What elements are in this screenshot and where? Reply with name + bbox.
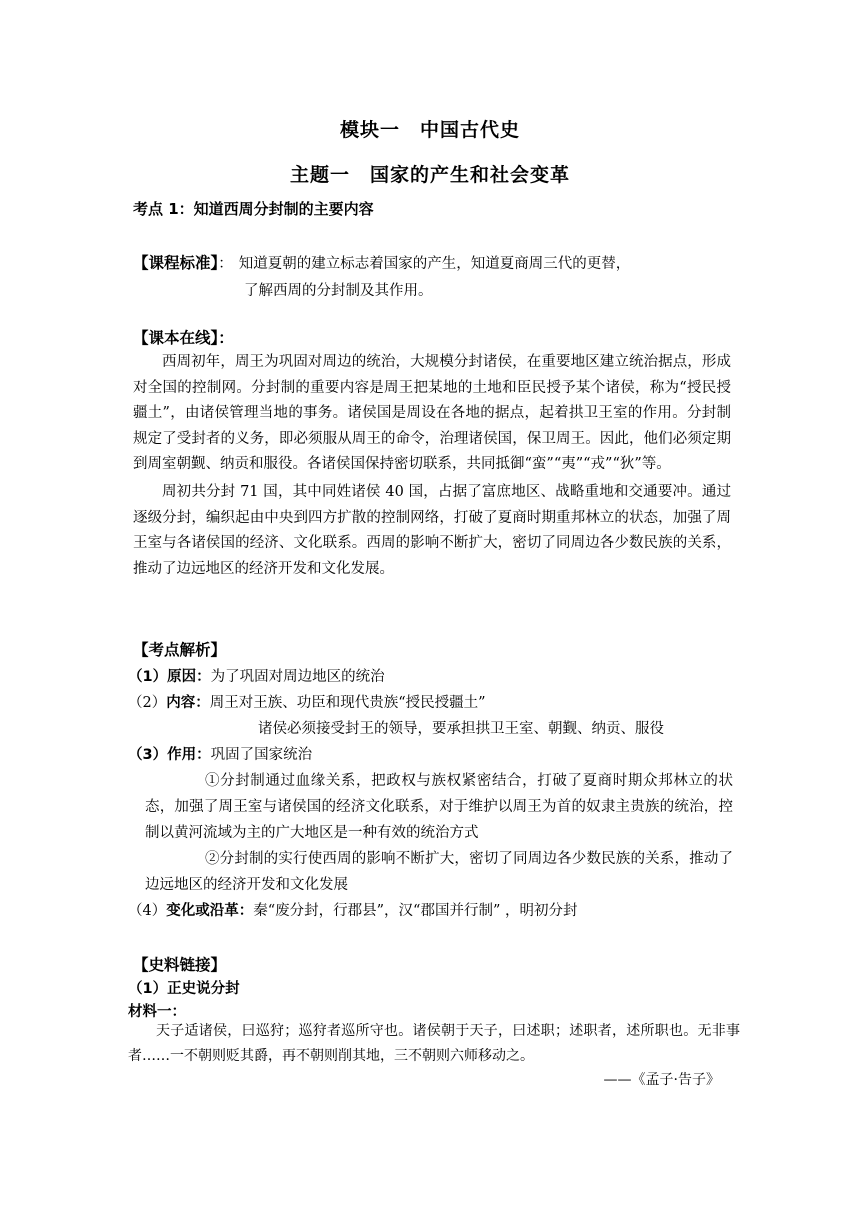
analysis-content <box>128 690 486 716</box>
module-title: 模块一 中国古代史 <box>339 119 520 141</box>
material-quote: 天子适诸侯，曰巡狩；巡狩者巡所守也。诸侯朝于天子，曰述职；述职者，述所职也。无非事者……一不朝则贬其爵，再不朝则削其地，三不朝则六师移动之。 <box>128 1023 740 1064</box>
content-text-2: 诸侯必须接受封王的领导，要承担拱卫王室、朝觐、纳贡、服役 <box>258 721 664 737</box>
standard-line1 <box>133 251 630 277</box>
standard-label: 【课程标准】 <box>133 254 219 272</box>
theme-title: 主题一 国家的产生和社会变革 <box>289 164 570 186</box>
kaodian-heading: 考点 1：知道西周分封制的主要内容 <box>133 200 374 218</box>
effect-point-1: ①分封制通过血缘关系，把政权与族权紧密结合，打破了夏商时期众邦林立的状态，加强了周王室与诸侯国的经济文化联系，对于维护以周王为首的奴隶主贵族的统治，控制以黄河流域为主的广大地区是一种有效的统治方式 <box>145 773 733 841</box>
standard-text-line2: 了解西周的分封制及其作用。 <box>244 283 433 299</box>
effect-text: 巩固了国家统治 <box>210 747 313 763</box>
material-citation: ——《孟子·告子》 <box>603 1072 720 1088</box>
sources-subheading: （1）正史说分封 <box>128 981 240 997</box>
textbook-label: 【课本在线】： <box>133 329 234 347</box>
content-number: （2） <box>128 695 167 711</box>
reason-label: 原因： <box>167 669 211 685</box>
change-number: （4） <box>128 903 167 919</box>
analysis-change <box>128 898 578 924</box>
standard-text-line1: 知道夏朝的建立标志着国家的产生，知道夏商周三代的更替， <box>238 256 631 272</box>
textbook-paragraph-1: 西周初年，周王为巩固对周边的统治，大规模分封诸侯，在重要地区建立统治据点，形成对全国的控制网。分封制的重要内容是周王把某地的土地和臣民授予某个诸侯，称为“授民授疆土”，由诸侯管理当地的事务。诸侯国是周设在各地的据点，起着拱卫王室的作用。分封制规定了受封者的义务，即必须服从周王的命令，治理诸侯国，保卫周王。因此，他们必须定期到周室朝觐、纳贡和服役。各诸侯国保持密切联系，共同抵御“蛮”“夷”“戎”“狄”等。 <box>133 354 731 473</box>
reason-number: （1） <box>128 669 168 685</box>
content-label: 内容： <box>166 695 210 711</box>
textbook-paragraph-2: 周初共分封 71 国，其中同姓诸侯 40 国，占据了富庶地区、战略重地和交通要冲。通过逐级分封，编织起由中央到四方扩散的控制网络，打破了夏商时期重邦林立的状态，加强了周王室与各诸侯国的经济、文化联系。西周的影响不断扩大，密切了同周边各少数民族的关系，推动了边远地区的经济开发和文化发展。 <box>133 483 731 577</box>
sources-label: 【史料链接】 <box>133 956 227 974</box>
material-label: 材料一： <box>128 1004 186 1020</box>
textbook-body <box>133 350 731 582</box>
effect-number: （3） <box>128 747 168 763</box>
reason-text: 为了巩固对周边地区的统治 <box>210 669 385 685</box>
analysis-label: 【考点解析】 <box>133 641 227 659</box>
content-text-1: 周王对王族、功臣和现代贵族“授民授疆土” <box>209 695 486 711</box>
effect-point-2: ②分封制的实行使西周的影响不断扩大，密切了同周边各少数民族的关系，推动了边远地区的经济开发和文化发展 <box>145 851 733 893</box>
change-text: 秦“废分封，行郡县”，汉“郡国并行制” ，明初分封 <box>253 903 578 919</box>
change-label: 变化或沿革： <box>166 903 254 919</box>
analysis-reason <box>128 664 385 690</box>
effect-label: 作用： <box>167 747 211 763</box>
analysis-effect <box>128 742 312 768</box>
standard-colon: ： <box>218 256 233 272</box>
